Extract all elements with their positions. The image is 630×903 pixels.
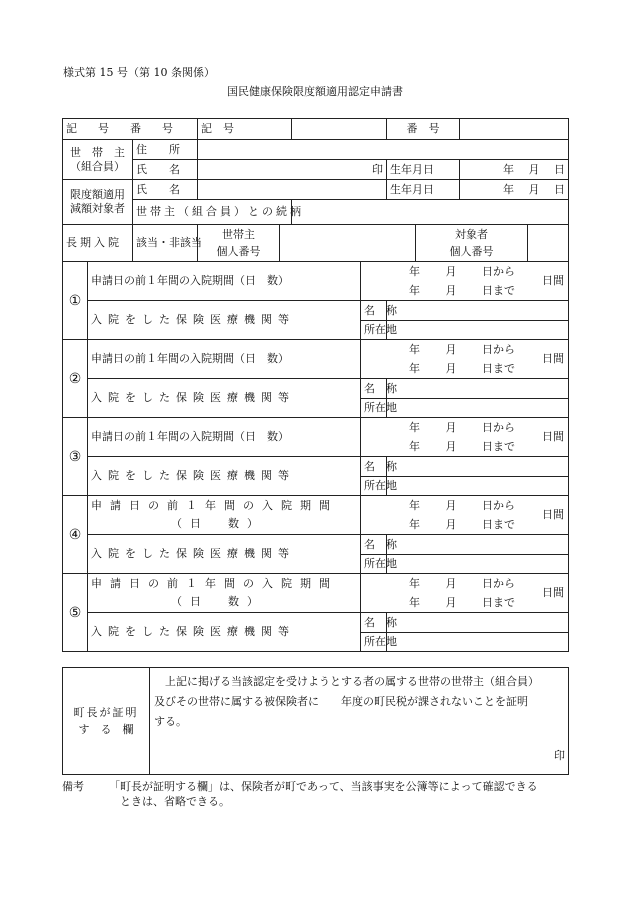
head-number-label (198, 225, 280, 262)
relation-label: 世帯主（組合員）との続柄 (133, 200, 292, 225)
head-birth-value[interactable]: 年 月 日 (460, 160, 569, 180)
head-number-label-line1: 世帯主 (222, 228, 256, 241)
date-from: 年 月 日から (409, 265, 516, 278)
period-label-line1: 申請日の前１年間の入院期間（日 数） (91, 430, 289, 443)
household-head-label-line2: （組合員） (70, 159, 125, 173)
block-number: ③ (63, 418, 88, 496)
days-label: 日間 (542, 430, 565, 443)
block-number: ⑤ (63, 574, 88, 652)
facility-name-value[interactable] (387, 457, 569, 477)
facility-label: 入院をした保険医療機関等 (88, 535, 361, 574)
period-label (88, 574, 361, 613)
period-value[interactable] (361, 262, 569, 301)
certification-label (63, 668, 150, 775)
bangou-label: 番 号 (387, 119, 460, 140)
period-label-line2: （日 数） (171, 517, 266, 530)
note-line1: 「町長が証明する欄」は、保険者が町であって、当該事実を公簿等によって確認できる (109, 780, 538, 793)
block-number: ① (63, 262, 88, 340)
period-label (88, 418, 361, 457)
period-label-line1: 申請日の前１年間の入院期間 (91, 577, 338, 590)
facility-label: 入院をした保険医療機関等 (88, 457, 361, 496)
days-label: 日間 (542, 274, 565, 287)
facility-address-value[interactable] (387, 477, 569, 496)
note-line2: ときは、省略できる。 (120, 795, 230, 808)
certification-body (150, 668, 569, 775)
period-label (88, 496, 361, 535)
period-label (88, 340, 361, 379)
certification-table (62, 667, 569, 775)
date-from: 年 月 日から (409, 499, 516, 512)
period-value[interactable] (361, 418, 569, 457)
date-from: 年 月 日から (409, 577, 516, 590)
note-label: 備考 (62, 780, 84, 793)
block-number: ② (63, 340, 88, 418)
application-table (62, 118, 569, 652)
date-from: 年 月 日から (409, 421, 516, 434)
certification-text-line2: 及びその世帯に属する被保険者に 年度の町民税が課されないことを証明 (154, 695, 528, 708)
bangou-value[interactable] (460, 119, 569, 140)
facility-name-value[interactable] (387, 301, 569, 321)
form-number-label: 様式第 15 号（第 10 条関係） (63, 66, 215, 79)
period-label-line1: 申請日の前１年間の入院期間（日 数） (91, 274, 289, 287)
address-value[interactable] (198, 140, 569, 160)
address-label: 住 所 (133, 140, 198, 160)
facility-address-value[interactable] (387, 633, 569, 652)
facility-name-label: 名 称 (361, 535, 387, 555)
certification-label-line2: す る 欄 (78, 723, 134, 736)
facility-address-value[interactable] (387, 399, 569, 418)
date-to: 年 月 日まで (409, 596, 516, 609)
subject-number-label-line1: 対象者 (455, 228, 489, 241)
subject-number-label (416, 225, 528, 262)
household-head-label (63, 140, 133, 180)
facility-name-value[interactable] (387, 535, 569, 555)
subject-birth-label: 生年月日 (387, 180, 460, 200)
facility-name-label: 名 称 (361, 613, 387, 633)
kigou-bangou-label: 記 号 番 号 (63, 119, 198, 140)
facility-name-label: 名 称 (361, 379, 387, 399)
subject-label (63, 180, 133, 225)
facility-name-label: 名 称 (361, 301, 387, 321)
date-from: 年 月 日から (409, 343, 516, 356)
certification-seal: 印 (554, 749, 565, 762)
subject-name-label: 氏 名 (133, 180, 198, 200)
date-to: 年 月 日まで (409, 518, 516, 531)
period-label (88, 262, 361, 301)
certification-text-line1: 上記に掲げる当該認定を受けようとする者の属する世帯の世帯主（組合員） (154, 675, 539, 688)
days-label: 日間 (542, 508, 565, 521)
head-name-label: 氏 名 (133, 160, 198, 180)
days-label: 日間 (542, 586, 565, 599)
date-to: 年 月 日まで (409, 362, 516, 375)
block-number: ④ (63, 496, 88, 574)
period-label-line1: 申請日の前１年間の入院期間（日 数） (91, 352, 289, 365)
period-value[interactable] (361, 340, 569, 379)
facility-label: 入院をした保険医療機関等 (88, 379, 361, 418)
facility-name-label: 名 称 (361, 457, 387, 477)
head-birth-label: 生年月日 (387, 160, 460, 180)
kigou-value[interactable] (292, 119, 387, 140)
subject-number-value[interactable] (528, 225, 569, 262)
kigou-label: 記 号 (198, 119, 292, 140)
facility-label: 入院をした保険医療機関等 (88, 301, 361, 340)
subject-name-value[interactable] (198, 180, 387, 200)
head-number-label-line2: 個人番号 (216, 245, 261, 258)
date-to: 年 月 日まで (409, 284, 516, 297)
head-name-value[interactable] (198, 160, 387, 180)
facility-name-value[interactable] (387, 379, 569, 399)
facility-address-label: 所在地 (361, 555, 387, 574)
facility-label: 入院をした保険医療機関等 (88, 613, 361, 652)
days-label: 日間 (542, 352, 565, 365)
facility-address-label: 所在地 (361, 321, 387, 340)
facility-name-value[interactable] (387, 613, 569, 633)
facility-address-label: 所在地 (361, 477, 387, 496)
seal-mark: 印 (372, 162, 384, 176)
long-term-label: 長期入院 (63, 225, 133, 262)
facility-address-label: 所在地 (361, 399, 387, 418)
subject-number-label-line2: 個人番号 (449, 245, 494, 258)
facility-address-value[interactable] (387, 321, 569, 340)
household-head-label-line1: 世 帯 主 (70, 145, 125, 159)
period-label-line2: （日 数） (171, 595, 266, 608)
certification-label-line1: 町長が証明 (73, 706, 139, 719)
subject-label-line2: 減額対象者 (70, 202, 125, 215)
head-number-value[interactable] (280, 225, 416, 262)
note (62, 779, 567, 809)
long-term-status[interactable]: 該当・非該当 (133, 225, 198, 262)
document-title: 国民健康保険限度額適用認定申請書 (227, 85, 403, 98)
period-value[interactable] (361, 496, 569, 535)
facility-address-value[interactable] (387, 555, 569, 574)
subject-birth-value[interactable]: 年 月 日 (460, 180, 569, 200)
subject-label-line1: 限度額適用 (70, 188, 125, 201)
period-value[interactable] (361, 574, 569, 613)
relation-value[interactable] (292, 200, 569, 225)
date-to: 年 月 日まで (409, 440, 516, 453)
period-label-line1: 申請日の前１年間の入院期間 (91, 499, 338, 512)
certification-text-line3: する。 (154, 715, 187, 728)
facility-address-label: 所在地 (361, 633, 387, 652)
